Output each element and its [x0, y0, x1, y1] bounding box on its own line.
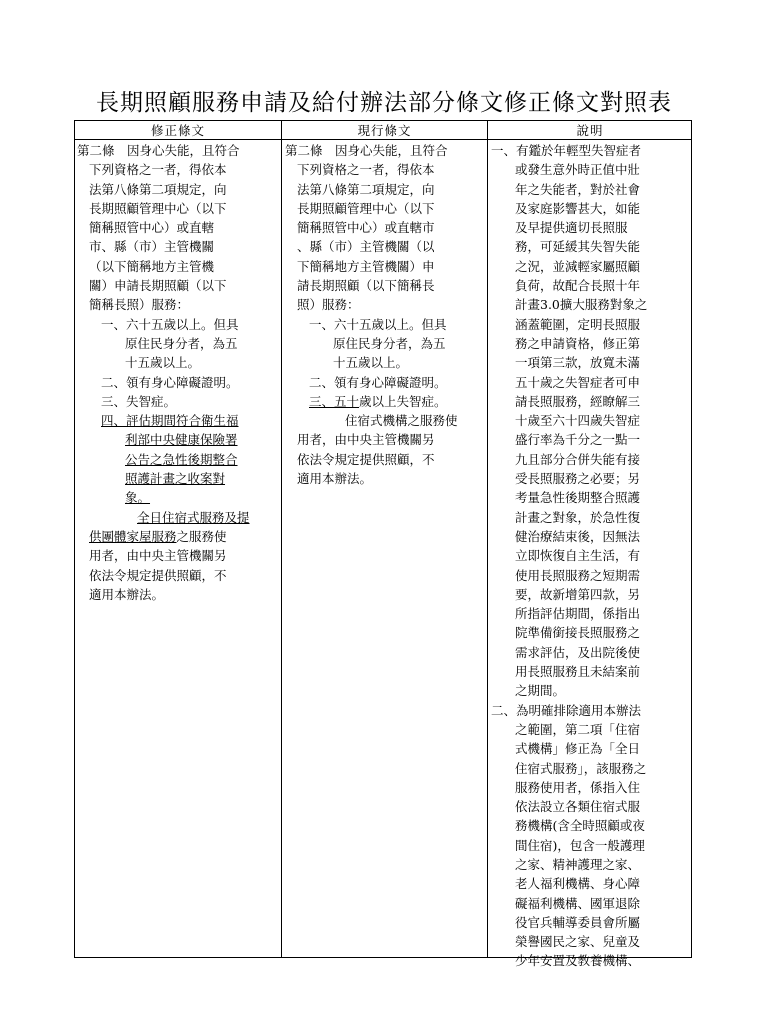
text-line: 之況，並減輕家屬照顧	[515, 258, 641, 274]
text-line: 式機構」修正為「全日	[515, 741, 641, 757]
text-line: 負荷，故配合長照十年	[515, 278, 641, 294]
text-line: 二、領有身心障礙證明。	[101, 374, 239, 390]
text-line: 依法令規定提供照顧，不	[297, 451, 435, 467]
text-line: 礙福利機構、國軍退除	[515, 895, 641, 911]
text-line: 下簡稱地方主管機關）申	[297, 258, 435, 274]
text-line: 五十歲之失智症者可申	[515, 374, 641, 390]
text-line: 第二條 因身心失能，且符合	[285, 143, 448, 158]
text-line: 要，故新增第四款，另	[515, 586, 641, 602]
text-line: 十五歲以上。	[125, 355, 201, 371]
text-line: 或發生意外時正值中壯	[515, 162, 641, 178]
text-line: 關）申請長期照顧（以下	[89, 278, 227, 294]
text-line: 簡稱照管中心）或直轄市	[297, 220, 435, 236]
text-line: 法第八條第二項規定，向	[89, 181, 227, 197]
text-line: 供團體家屋服務之服務使	[89, 528, 227, 544]
text-line: 年之失能者，對於社會	[515, 181, 641, 197]
explanation-column	[491, 141, 691, 971]
text-line: 務，可延緩其失智失能	[515, 239, 641, 255]
text-line: 請長照服務，經瞭解三	[515, 393, 641, 409]
text-line: 適用本辦法。	[297, 471, 373, 487]
text-line: 四、評估期間符合衛生福	[101, 413, 239, 429]
text-line: 長期照顧管理中心（以下	[297, 200, 435, 216]
text-line: 院準備銜接長照服務之	[515, 625, 641, 641]
text-line: 用者，由中央主管機關另	[89, 548, 227, 564]
text-line: 及早提供適切長照服	[515, 220, 628, 236]
text-line: 二、為明確排除適用本辦法	[491, 702, 642, 718]
header-explanation: 說明	[576, 123, 604, 138]
text-line: 公告之急性後期整合	[125, 451, 238, 467]
text-line: 之範圍，第二項「住宿	[515, 721, 641, 737]
header-divider	[75, 139, 691, 140]
header-amended: 修正條文	[150, 123, 205, 138]
text-line: 一、有鑑於年輕型失智症者	[491, 143, 642, 158]
text-line: 照護計畫之收案對	[125, 471, 226, 487]
text-line: 計畫之對象，於急性復	[515, 509, 641, 525]
text-line: 市、縣（市）主管機關	[89, 239, 215, 255]
text-line: 利部中央健康保險署	[125, 432, 238, 448]
comparison-table	[74, 120, 692, 969]
amended-text-column	[77, 141, 277, 604]
text-line: 少年安置及教養機構、	[515, 953, 641, 969]
text-line: 一項第三款，放寬未滿	[515, 355, 641, 371]
text-line: 請長期照顧（以下簡稱長	[297, 278, 435, 294]
text-line: 受長照服務之必要；另	[515, 471, 641, 487]
page-title: 長期照顧服務申請及給付辦法部分條文修正條文對照表	[96, 90, 672, 116]
text-line: 依法設立各類住宿式服	[515, 799, 641, 815]
text-line: 二、領有身心障礙證明。	[309, 374, 447, 390]
text-line: （以下簡稱地方主管機	[89, 258, 215, 274]
column-divider	[487, 121, 488, 957]
text-line: 住宿式服務」，該服務之	[515, 760, 647, 776]
text-line: 計畫3.0擴大服務對象之	[515, 297, 648, 313]
text-line: 之家、精神護理之家、	[515, 856, 641, 872]
text-line: 三、失智症。	[101, 393, 177, 409]
text-line: 考量急性後期整合照護	[515, 490, 641, 506]
text-line: 法第八條第二項規定，向	[297, 181, 435, 197]
text-line: 第二條 因身心失能，且符合	[77, 143, 240, 158]
text-line: 照）服務：	[297, 297, 360, 313]
text-line: 務機構(含全時照顧或夜	[515, 818, 645, 834]
text-line: 需求評估，及出院後使	[515, 644, 641, 660]
text-line: 全日住宿式服務及提	[137, 509, 250, 525]
current-text-column	[285, 141, 485, 488]
text-line: 十歲至六十四歲失智症	[515, 413, 641, 429]
header-current: 現行條文	[357, 123, 412, 138]
text-line: 簡稱照管中心）或直轄	[89, 220, 215, 236]
column-divider	[281, 121, 282, 957]
text-line: 十五歲以上。	[333, 355, 409, 371]
text-line: 一、六十五歲以上。但具	[101, 316, 239, 332]
text-line: 役官兵輔導委員會所屬	[515, 914, 641, 930]
text-line: 長期照顧管理中心（以下	[89, 200, 227, 216]
text-line: 住宿式機構之服務使	[345, 413, 458, 429]
text-line: 適用本辦法。	[89, 586, 165, 602]
text-line: 老人福利機構、身心障	[515, 876, 641, 892]
text-line: 下列資格之一者，得依本	[297, 162, 435, 178]
text-line: 務之申請資格，修正第	[515, 335, 641, 351]
text-line: 三、五十歲以上失智症。	[309, 393, 447, 409]
text-line: 原住民身分者，為五	[333, 335, 446, 351]
text-line: 下列資格之一者，得依本	[89, 162, 227, 178]
text-line: 依法令規定提供照顧，不	[89, 567, 227, 583]
text-line: 九且部分合併失能有接	[515, 451, 641, 467]
text-line: 、縣（市）主管機關（以	[297, 239, 435, 255]
text-line: 一、六十五歲以上。但具	[309, 316, 447, 332]
text-line: 象。	[125, 490, 151, 506]
text-line: 原住民身分者，為五	[125, 335, 238, 351]
text-line: 榮譽國民之家、兒童及	[515, 934, 641, 950]
text-line: 所指評估期間，係指出	[515, 606, 641, 622]
text-line: 間住宿)，包含一般護理	[515, 837, 645, 853]
text-line: 用長照服務且未結案前	[515, 664, 641, 680]
text-line: 及家庭影響甚大，如能	[515, 200, 641, 216]
text-line: 使用長照服務之短期需	[515, 567, 641, 583]
text-line: 之期間。	[515, 683, 566, 699]
text-line: 涵蓋範圍，定明長照服	[515, 316, 641, 332]
text-line: 立即恢復自主生活，有	[515, 548, 641, 564]
text-line: 簡稱長照）服務：	[89, 297, 190, 313]
text-line: 服務使用者，係指入住	[515, 779, 641, 795]
text-line: 盛行率為千分之一點一	[515, 432, 641, 448]
text-line: 用者，由中央主管機關另	[297, 432, 435, 448]
text-line: 健治療結束後，因無法	[515, 528, 641, 544]
